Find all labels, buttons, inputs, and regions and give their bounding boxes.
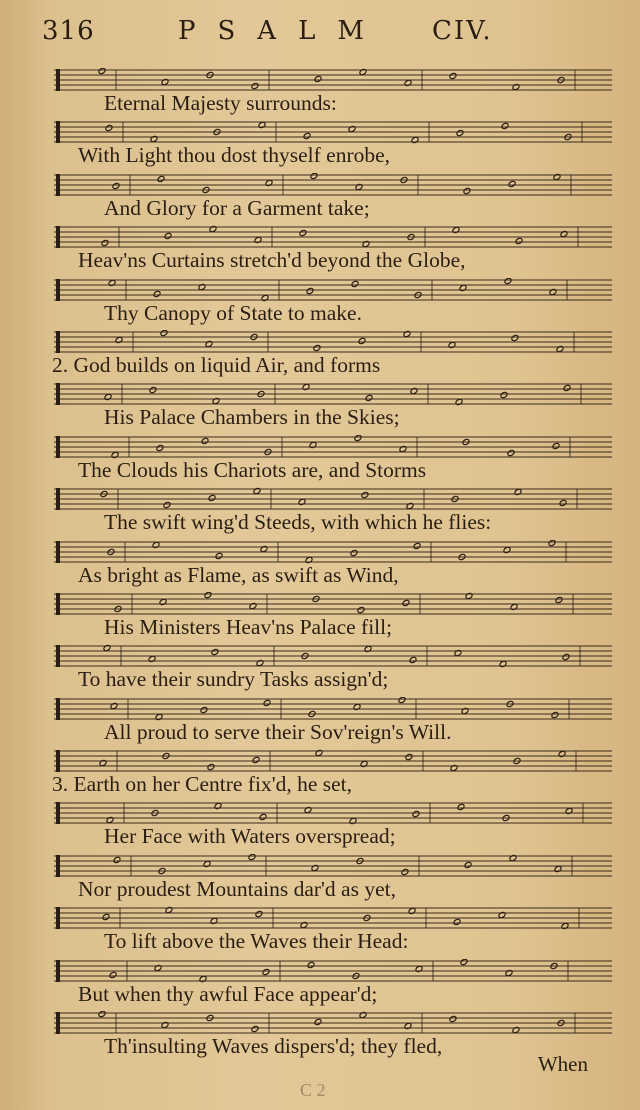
music-note	[156, 444, 164, 452]
music-note	[204, 592, 212, 599]
music-note	[405, 753, 413, 761]
music-staff	[54, 959, 614, 983]
music-note	[457, 804, 465, 812]
music-note	[409, 657, 417, 665]
music-note	[351, 280, 359, 288]
lyric-line: 3. Earth on her Centre fix'd, he set,	[52, 772, 353, 797]
lyric-line: Eternal Majesty surrounds:	[104, 91, 337, 115]
clef-icon	[56, 436, 60, 458]
music-note	[252, 756, 260, 764]
music-note	[310, 173, 318, 180]
music-note	[109, 971, 117, 979]
music-note	[413, 542, 421, 550]
stanza-row	[0, 536, 640, 588]
stanza-row	[0, 745, 640, 797]
music-note	[113, 856, 121, 864]
music-note	[463, 187, 471, 195]
music-staff	[54, 382, 614, 406]
stanza-row	[0, 326, 640, 378]
music-staff	[54, 592, 614, 616]
catchword: When	[537, 1052, 588, 1076]
music-note	[563, 385, 571, 393]
clef-icon	[56, 593, 60, 615]
music-note	[112, 182, 120, 190]
music-note	[401, 868, 409, 876]
music-note	[511, 334, 519, 342]
music-note	[98, 68, 106, 75]
stanza-row	[0, 431, 640, 483]
music-note	[559, 499, 567, 507]
music-note	[508, 180, 516, 188]
lyric-line: And Glory for a Garment take;	[104, 195, 370, 220]
music-note	[361, 491, 369, 499]
lyric-line: His Palace Chambers in the Skies;	[104, 405, 400, 430]
music-note	[149, 387, 157, 395]
lyric-line: Nor proudest Mountains dar'd as yet,	[78, 876, 396, 901]
stanza-row	[0, 902, 640, 954]
stanza-row	[0, 797, 640, 849]
stanza-row	[0, 588, 640, 640]
music-staff	[54, 801, 614, 825]
lyric-line: Th'insulting Waves dispers'd; they fled,	[104, 1034, 443, 1059]
music-note	[211, 649, 219, 657]
music-staff	[54, 854, 614, 878]
music-note	[515, 237, 523, 245]
music-note	[105, 125, 113, 133]
music-note	[157, 175, 165, 183]
stanza-row	[0, 640, 640, 692]
music-note	[500, 392, 508, 400]
music-staff	[54, 644, 614, 668]
clef-icon	[56, 69, 60, 91]
stanza-row	[0, 955, 640, 1007]
clef-icon	[56, 750, 60, 772]
clef-icon	[56, 331, 60, 353]
clef-icon	[56, 279, 60, 301]
stanza-row	[0, 850, 640, 902]
clef-icon	[56, 802, 60, 824]
clef-icon	[56, 855, 60, 877]
music-note	[562, 654, 570, 662]
music-note	[255, 910, 263, 918]
clef-icon	[56, 226, 60, 248]
music-staff	[54, 435, 614, 459]
lyric-line: All proud to serve their Sov'reign's Will.	[104, 719, 452, 744]
music-note	[102, 913, 110, 921]
music-note	[248, 854, 256, 861]
lyric-line: But when thy awful Face appear'd;	[78, 981, 378, 1006]
music-note	[200, 706, 208, 714]
music-note	[357, 606, 365, 614]
music-note	[402, 599, 410, 607]
music-note	[215, 552, 223, 560]
clef-icon	[56, 1012, 60, 1034]
lyric-line: 2. God builds on liquid Air, and forms	[52, 352, 381, 377]
music-note	[307, 961, 315, 969]
music-note	[501, 123, 509, 131]
stanza-row	[0, 221, 640, 273]
music-note	[299, 229, 307, 237]
music-note	[98, 1011, 106, 1018]
clef-icon	[56, 541, 60, 563]
music-note	[350, 549, 358, 557]
stanza-row	[0, 169, 640, 221]
stanza-row	[0, 378, 640, 430]
music-staff	[54, 1011, 614, 1035]
clef-icon	[56, 383, 60, 405]
lyric-line: To lift above the Waves their Head:	[104, 929, 409, 954]
music-note	[201, 437, 209, 445]
music-note	[163, 501, 171, 509]
lyric-line: Thy Canopy of State to make.	[104, 300, 362, 325]
clef-icon	[56, 488, 60, 510]
music-note	[262, 968, 270, 976]
clef-icon	[56, 121, 60, 143]
music-note	[313, 344, 321, 352]
music-staff	[54, 278, 614, 302]
running-title: PSALM	[178, 16, 386, 46]
stanza-row	[0, 483, 640, 535]
stanza-row	[0, 274, 640, 326]
music-note	[464, 861, 472, 869]
music-staff	[54, 225, 614, 249]
music-note	[164, 232, 172, 240]
lyric-line: To have their sundry Tasks assign'd;	[78, 667, 389, 692]
music-note	[456, 130, 464, 138]
clef-icon	[56, 174, 60, 196]
music-note	[548, 540, 556, 547]
clef-icon	[56, 645, 60, 667]
music-note	[507, 449, 515, 457]
stanza-row	[0, 64, 640, 116]
music-staff	[54, 68, 614, 92]
music-note	[153, 290, 161, 298]
music-staff	[54, 330, 614, 354]
music-note	[398, 697, 406, 704]
music-staff	[54, 906, 614, 930]
music-note	[365, 395, 373, 403]
music-note	[259, 814, 267, 822]
music-note	[303, 133, 311, 141]
stanza-row	[0, 116, 640, 168]
music-staff	[54, 120, 614, 144]
music-note	[551, 711, 559, 719]
music-note	[460, 959, 468, 966]
music-note	[314, 1018, 322, 1026]
music-note	[449, 72, 457, 80]
music-note	[160, 330, 168, 337]
music-note	[263, 699, 271, 707]
psalm-number: CIV.	[432, 16, 493, 46]
music-note	[555, 596, 563, 604]
music-staff	[54, 697, 614, 721]
music-note	[552, 442, 560, 450]
music-note	[101, 239, 109, 247]
stanza-row	[0, 693, 640, 745]
music-note	[251, 82, 259, 90]
running-header	[0, 12, 640, 52]
music-note	[449, 1015, 457, 1023]
music-note	[251, 1025, 259, 1033]
clef-icon	[56, 907, 60, 929]
lyric-line: With Light thou dost thyself enrobe,	[78, 143, 391, 168]
lyric-line: Her Face with Waters overspread;	[104, 824, 396, 849]
lyric-line: The Clouds his Chariots are, and Storms	[78, 457, 427, 482]
music-staff	[54, 749, 614, 773]
music-note	[354, 435, 362, 442]
clef-icon	[56, 960, 60, 982]
music-staff	[54, 173, 614, 197]
lyric-line: As bright as Flame, as swift as Wind,	[78, 562, 399, 587]
music-note	[358, 337, 366, 345]
music-and-lyrics	[0, 64, 640, 1059]
lyric-line: His Ministers Heav'ns Palace fill;	[104, 614, 393, 639]
lyric-line: The swift wing'd Steeds, with which he flies:	[104, 510, 492, 535]
lyric-line: Heav'ns Curtains stretch'd beyond the Globe,	[78, 248, 466, 273]
music-note	[412, 811, 420, 819]
music-note	[208, 494, 216, 502]
music-note	[504, 278, 512, 285]
music-note	[306, 287, 314, 295]
page-number: 316	[42, 16, 95, 46]
music-note	[453, 918, 461, 926]
signature-mark: C 2	[300, 1080, 326, 1100]
music-note	[207, 763, 215, 771]
music-note	[314, 75, 322, 83]
music-staff	[54, 540, 614, 564]
music-staff	[54, 487, 614, 511]
clef-icon	[56, 698, 60, 720]
